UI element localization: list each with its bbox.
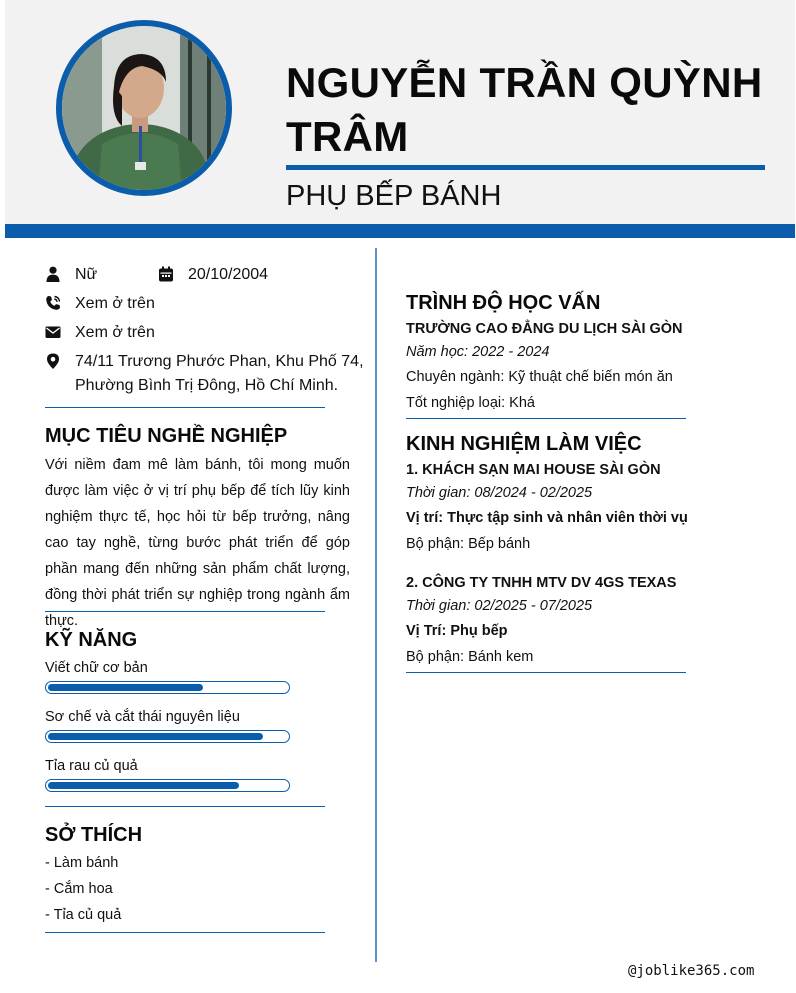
envelope-icon xyxy=(45,324,61,340)
phone-value: Xem ở trên xyxy=(75,295,155,312)
job-period: Thời gian: 02/2025 - 07/2025 xyxy=(406,598,593,614)
gender-value: Nữ xyxy=(75,266,98,283)
phone-icon xyxy=(45,295,61,311)
contact-divider xyxy=(45,407,325,408)
objective-text: Với niềm đam mê làm bánh, tôi mong muốn được làm việc ở vị trí phụ bếp để tích lũy kinh nghiệm thực tế, học hỏi từ bếp trưởng, nâng cao tay nghề, từng bước phát triển để góp phần mang đến những sản phẩm chất lượng, đồng thời phát triển sự nghiệp trong ngành ẩm thực. xyxy=(45,457,350,629)
job-period: Thời gian: 08/2024 - 02/2025 xyxy=(406,485,593,501)
education-grade: Tốt nghiệp loại: Khá xyxy=(406,395,535,411)
education-title: TRÌNH ĐỘ HỌC VẤN xyxy=(406,292,601,314)
location-pin-icon xyxy=(45,353,61,369)
skill-bar-fill xyxy=(48,684,203,691)
job-title: PHỤ BẾP BÁNH xyxy=(286,180,502,212)
skill-bar-fill xyxy=(48,733,263,740)
skills-title: KỸ NĂNG xyxy=(45,629,138,651)
job-company: 2. CÔNG TY TNHH MTV DV 4GS TEXAS xyxy=(406,575,677,591)
hobby-item: - Làm bánh xyxy=(45,855,119,871)
education-divider xyxy=(406,418,686,419)
footer-watermark: @joblike365.com xyxy=(628,963,755,979)
skill-bar xyxy=(45,779,290,792)
education-years: Năm học: 2022 - 2024 xyxy=(406,344,550,360)
skills-divider xyxy=(45,806,325,807)
job-role: Vị trí: Thực tập sinh và nhân viên thời vụ xyxy=(406,510,688,526)
hobby-item: - Cắm hoa xyxy=(45,881,113,897)
experience-divider xyxy=(406,672,686,673)
skill-label: Viết chữ cơ bản xyxy=(45,660,148,676)
skill-bar xyxy=(45,681,290,694)
job-company: 1. KHÁCH SẠN MAI HOUSE SÀI GÒN xyxy=(406,462,661,478)
birthdate-value: 20/10/2004 xyxy=(188,266,269,283)
objective-divider xyxy=(45,611,325,612)
column-divider xyxy=(375,248,377,962)
address-line-1: 74/11 Trương Phước Phan, Khu Phố 74, xyxy=(75,353,364,370)
education-school: TRƯỜNG CAO ĐẲNG DU LỊCH SÀI GÒN xyxy=(406,321,683,337)
hobby-item: - Tỉa củ quả xyxy=(45,907,122,923)
name-underline xyxy=(286,165,765,170)
job-role: Vị Trí: Phụ bếp xyxy=(406,623,508,639)
experience-title: KINH NGHIỆM LÀM VIỆC xyxy=(406,433,642,455)
email-value: Xem ở trên xyxy=(75,324,155,341)
user-icon xyxy=(45,266,61,282)
address-line-2: Phường Bình Trị Đông, Hồ Chí Minh. xyxy=(75,377,339,394)
objective-title: MỤC TIÊU NGHỀ NGHIỆP xyxy=(45,425,288,447)
profile-photo xyxy=(62,26,226,190)
job-department: Bộ phận: Bánh kem xyxy=(406,649,534,665)
avatar xyxy=(56,20,232,196)
hobbies-title: SỞ THÍCH xyxy=(45,824,143,846)
header-accent-bar xyxy=(5,224,795,238)
skill-bar-fill xyxy=(48,782,239,789)
skill-label: Sơ chế và cắt thái nguyên liệu xyxy=(45,709,240,725)
skill-label: Tỉa rau củ quả xyxy=(45,758,138,774)
calendar-icon xyxy=(158,266,174,282)
hobbies-divider xyxy=(45,932,325,933)
education-major: Chuyên ngành: Kỹ thuật chế biến món ăn xyxy=(406,369,673,385)
candidate-name: NGUYỄN TRẦN QUỲNH TRÂM xyxy=(286,59,763,160)
skill-bar xyxy=(45,730,290,743)
job-department: Bộ phận: Bếp bánh xyxy=(406,536,531,552)
